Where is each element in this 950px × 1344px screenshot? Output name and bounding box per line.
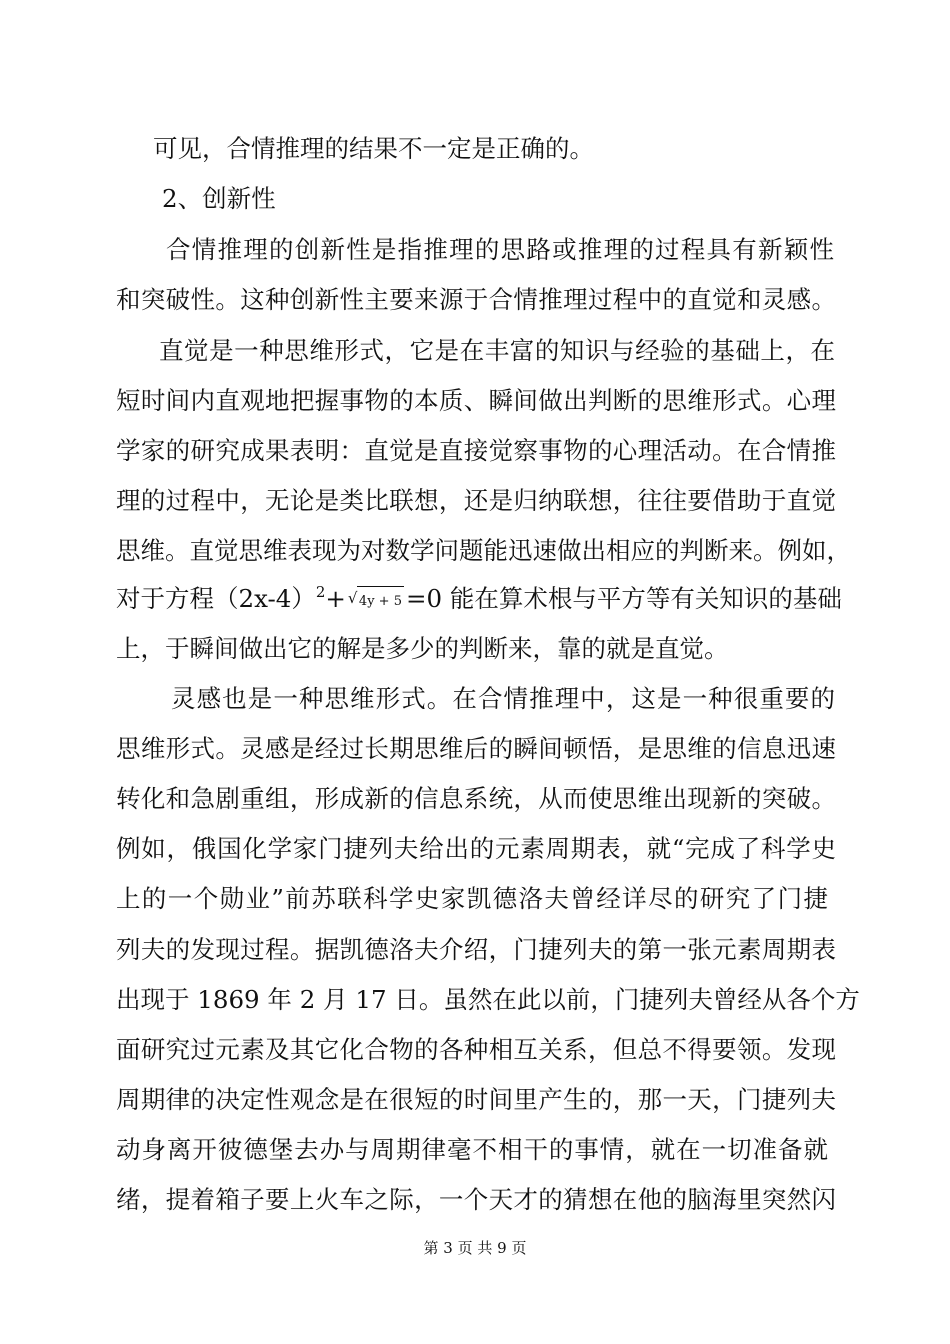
paragraph-line: 列夫的发现过程。据凯德洛夫介绍，门捷列夫的第一张元素周期表 bbox=[116, 935, 836, 964]
paragraph-line: 动身离开彼德堡去办与周期律毫不相干的事情，就在一切准备就 bbox=[116, 1135, 828, 1164]
equation-line bbox=[116, 583, 842, 619]
square-root-expression bbox=[348, 586, 404, 617]
equation-text-after: =0 能在算术根与平方等有关知识的基础 bbox=[405, 584, 842, 613]
paragraph-line: 绪，提着箱子要上火车之际，一个天才的猜想在他的脑海里突然闪 bbox=[116, 1185, 836, 1214]
paragraph-line: 转化和急剧重组，形成新的信息系统，从而使思维出现新的突破。 bbox=[116, 784, 836, 813]
paragraph-line: 可见，合情推理的结果不一定是正确的。 bbox=[153, 134, 594, 163]
paragraph-line: 上，于瞬间做出它的解是多少的判断来，靠的就是直觉。 bbox=[116, 634, 729, 663]
paragraph-line: 合情推理的创新性是指推理的思路或推理的过程具有新颖性 bbox=[166, 235, 834, 264]
paragraph-line: 周期律的决定性观念是在很短的时间里产生的，那一天，门捷列夫 bbox=[116, 1085, 836, 1114]
paragraph-line: 直觉是一种思维形式，它是在丰富的知识与经验的基础上，在 bbox=[159, 336, 835, 365]
section-heading: 2、创新性 bbox=[162, 184, 276, 213]
radical-sign-icon: √ bbox=[347, 589, 358, 607]
paragraph-line: 学家的研究成果表明：直觉是直接觉察事物的心理活动。在合情推 bbox=[116, 436, 836, 465]
equation-plus: + bbox=[325, 584, 346, 613]
paragraph-line: 和突破性。这种创新性主要来源于合情推理过程中的直觉和灵感。 bbox=[116, 285, 836, 314]
equation-text-before: 对于方程（2x-4） bbox=[116, 584, 316, 613]
paragraph-line: 理的过程中，无论是类比联想，还是归纳联想，往往要借助于直觉 bbox=[116, 486, 836, 515]
radicand: 4y + 5 bbox=[357, 586, 404, 617]
paragraph-line: 例如，俄国化学家门捷列夫给出的元素周期表，就“完成了科学史 bbox=[116, 834, 836, 863]
equation-exponent: 2 bbox=[315, 583, 326, 601]
paragraph-line: 短时间内直观地把握事物的本质、瞬间做出判断的思维形式。心理 bbox=[116, 386, 836, 415]
paragraph-line: 思维。直觉思维表现为对数学问题能迅速做出相应的判断来。例如， bbox=[116, 536, 851, 565]
paragraph-line: 出现于 1869 年 2 月 17 日。虽然在此以前，门捷列夫曾经从各个方 bbox=[116, 985, 860, 1014]
paragraph-line: 灵感也是一种思维形式。在合情推理中，这是一种很重要的 bbox=[171, 684, 835, 713]
paragraph-line: 面研究过元素及其它化合物的各种相互关系，但总不得要领。发现 bbox=[116, 1035, 836, 1064]
page-footer: 第 3 页 共 9 页 bbox=[423, 1239, 527, 1257]
paragraph-line: 上的一个勋业”前苏联科学史家凯德洛夫曾经详尽的研究了门捷 bbox=[116, 884, 828, 913]
paragraph-line: 思维形式。灵感是经过长期思维后的瞬间顿悟，是思维的信息迅速 bbox=[116, 734, 836, 763]
